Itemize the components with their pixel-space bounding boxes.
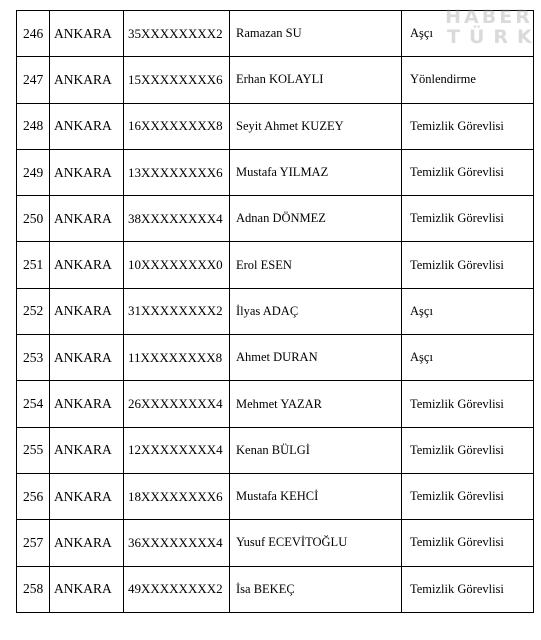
full-name-cell: Yusuf ECEVİTOĞLU	[230, 520, 402, 566]
id-number-cell: 36XXXXXXXX4	[124, 520, 230, 566]
position-cell: Aşçı	[402, 11, 534, 57]
position-cell: Temizlik Görevlisi	[402, 149, 534, 195]
table-row	[17, 196, 534, 242]
id-number-cell: 38XXXXXXXX4	[124, 196, 230, 242]
full-name-cell: İlyas ADAÇ	[230, 288, 402, 334]
personnel-table-body	[17, 11, 541, 613]
full-name-cell: Erhan KOLAYLI	[230, 57, 402, 103]
table-row	[17, 427, 534, 473]
city-cell: ANKARA	[50, 335, 124, 381]
city-cell: ANKARA	[50, 473, 124, 519]
full-name-cell: Mehmet YAZAR	[230, 381, 402, 427]
id-number-cell: 15XXXXXXXX6	[124, 57, 230, 103]
city-cell: ANKARA	[50, 288, 124, 334]
city-cell: ANKARA	[50, 103, 124, 149]
full-name-cell: Ahmet DURAN	[230, 335, 402, 381]
table-row	[17, 57, 534, 103]
row-number-cell: 252	[17, 288, 50, 334]
row-number-cell: 250	[17, 196, 50, 242]
full-name-cell: Adnan DÖNMEZ	[230, 196, 402, 242]
city-cell: ANKARA	[50, 427, 124, 473]
full-name-cell: Mustafa YILMAZ	[230, 149, 402, 195]
city-cell: ANKARA	[50, 520, 124, 566]
position-cell: Temizlik Görevlisi	[402, 520, 534, 566]
id-number-cell: 12XXXXXXXX4	[124, 427, 230, 473]
full-name-cell: İsa BEKEÇ	[230, 566, 402, 612]
position-cell: Temizlik Görevlisi	[402, 196, 534, 242]
position-cell: Temizlik Görevlisi	[402, 242, 534, 288]
table-row	[17, 242, 534, 288]
full-name-cell: Mustafa KEHCİ	[230, 473, 402, 519]
position-cell: Temizlik Görevlisi	[402, 427, 534, 473]
row-number-cell: 247	[17, 57, 50, 103]
row-number-cell: 253	[17, 335, 50, 381]
position-cell: Temizlik Görevlisi	[402, 103, 534, 149]
row-number-cell: 249	[17, 149, 50, 195]
full-name-cell: Erol ESEN	[230, 242, 402, 288]
id-number-cell: 18XXXXXXXX6	[124, 473, 230, 519]
table-row	[17, 288, 534, 334]
id-number-cell: 10XXXXXXXX0	[124, 242, 230, 288]
table-row	[17, 335, 534, 381]
row-number-cell: 254	[17, 381, 50, 427]
row-number-cell: 256	[17, 473, 50, 519]
table-row	[17, 381, 534, 427]
watermark-line-1: HABER	[445, 6, 533, 28]
row-number-cell: 257	[17, 520, 50, 566]
watermark-line-2: TÜRK	[447, 26, 541, 48]
table-row	[17, 103, 534, 149]
full-name-cell: Ramazan SU	[230, 11, 402, 57]
row-number-cell: 248	[17, 103, 50, 149]
id-number-cell: 26XXXXXXXX4	[124, 381, 230, 427]
table-row	[17, 520, 534, 566]
city-cell: ANKARA	[50, 57, 124, 103]
position-cell: Temizlik Görevlisi	[402, 381, 534, 427]
row-number-cell: 255	[17, 427, 50, 473]
table-row	[17, 149, 534, 195]
full-name-cell: Kenan BÜLGİ	[230, 427, 402, 473]
position-cell: Temizlik Görevlisi	[402, 473, 534, 519]
table-row	[17, 473, 534, 519]
id-number-cell: 11XXXXXXXX8	[124, 335, 230, 381]
table-row	[17, 11, 534, 57]
city-cell: ANKARA	[50, 11, 124, 57]
city-cell: ANKARA	[50, 566, 124, 612]
city-cell: ANKARA	[50, 196, 124, 242]
position-cell: Aşçı	[402, 288, 534, 334]
position-cell: Yönlendirme	[402, 57, 534, 103]
city-cell: ANKARA	[50, 149, 124, 195]
id-number-cell: 16XXXXXXXX8	[124, 103, 230, 149]
id-number-cell: 13XXXXXXXX6	[124, 149, 230, 195]
id-number-cell: 35XXXXXXXX2	[124, 11, 230, 57]
table-row	[17, 566, 534, 612]
city-cell: ANKARA	[50, 381, 124, 427]
id-number-cell: 49XXXXXXXX2	[124, 566, 230, 612]
row-number-cell: 258	[17, 566, 50, 612]
city-cell: ANKARA	[50, 242, 124, 288]
personnel-table	[16, 6, 541, 613]
id-number-cell: 31XXXXXXXX2	[124, 288, 230, 334]
row-number-cell: 251	[17, 242, 50, 288]
position-cell: Aşçı	[402, 335, 534, 381]
full-name-cell: Seyit Ahmet KUZEY	[230, 103, 402, 149]
position-cell: Temizlik Görevlisi	[402, 566, 534, 612]
row-number-cell: 246	[17, 11, 50, 57]
